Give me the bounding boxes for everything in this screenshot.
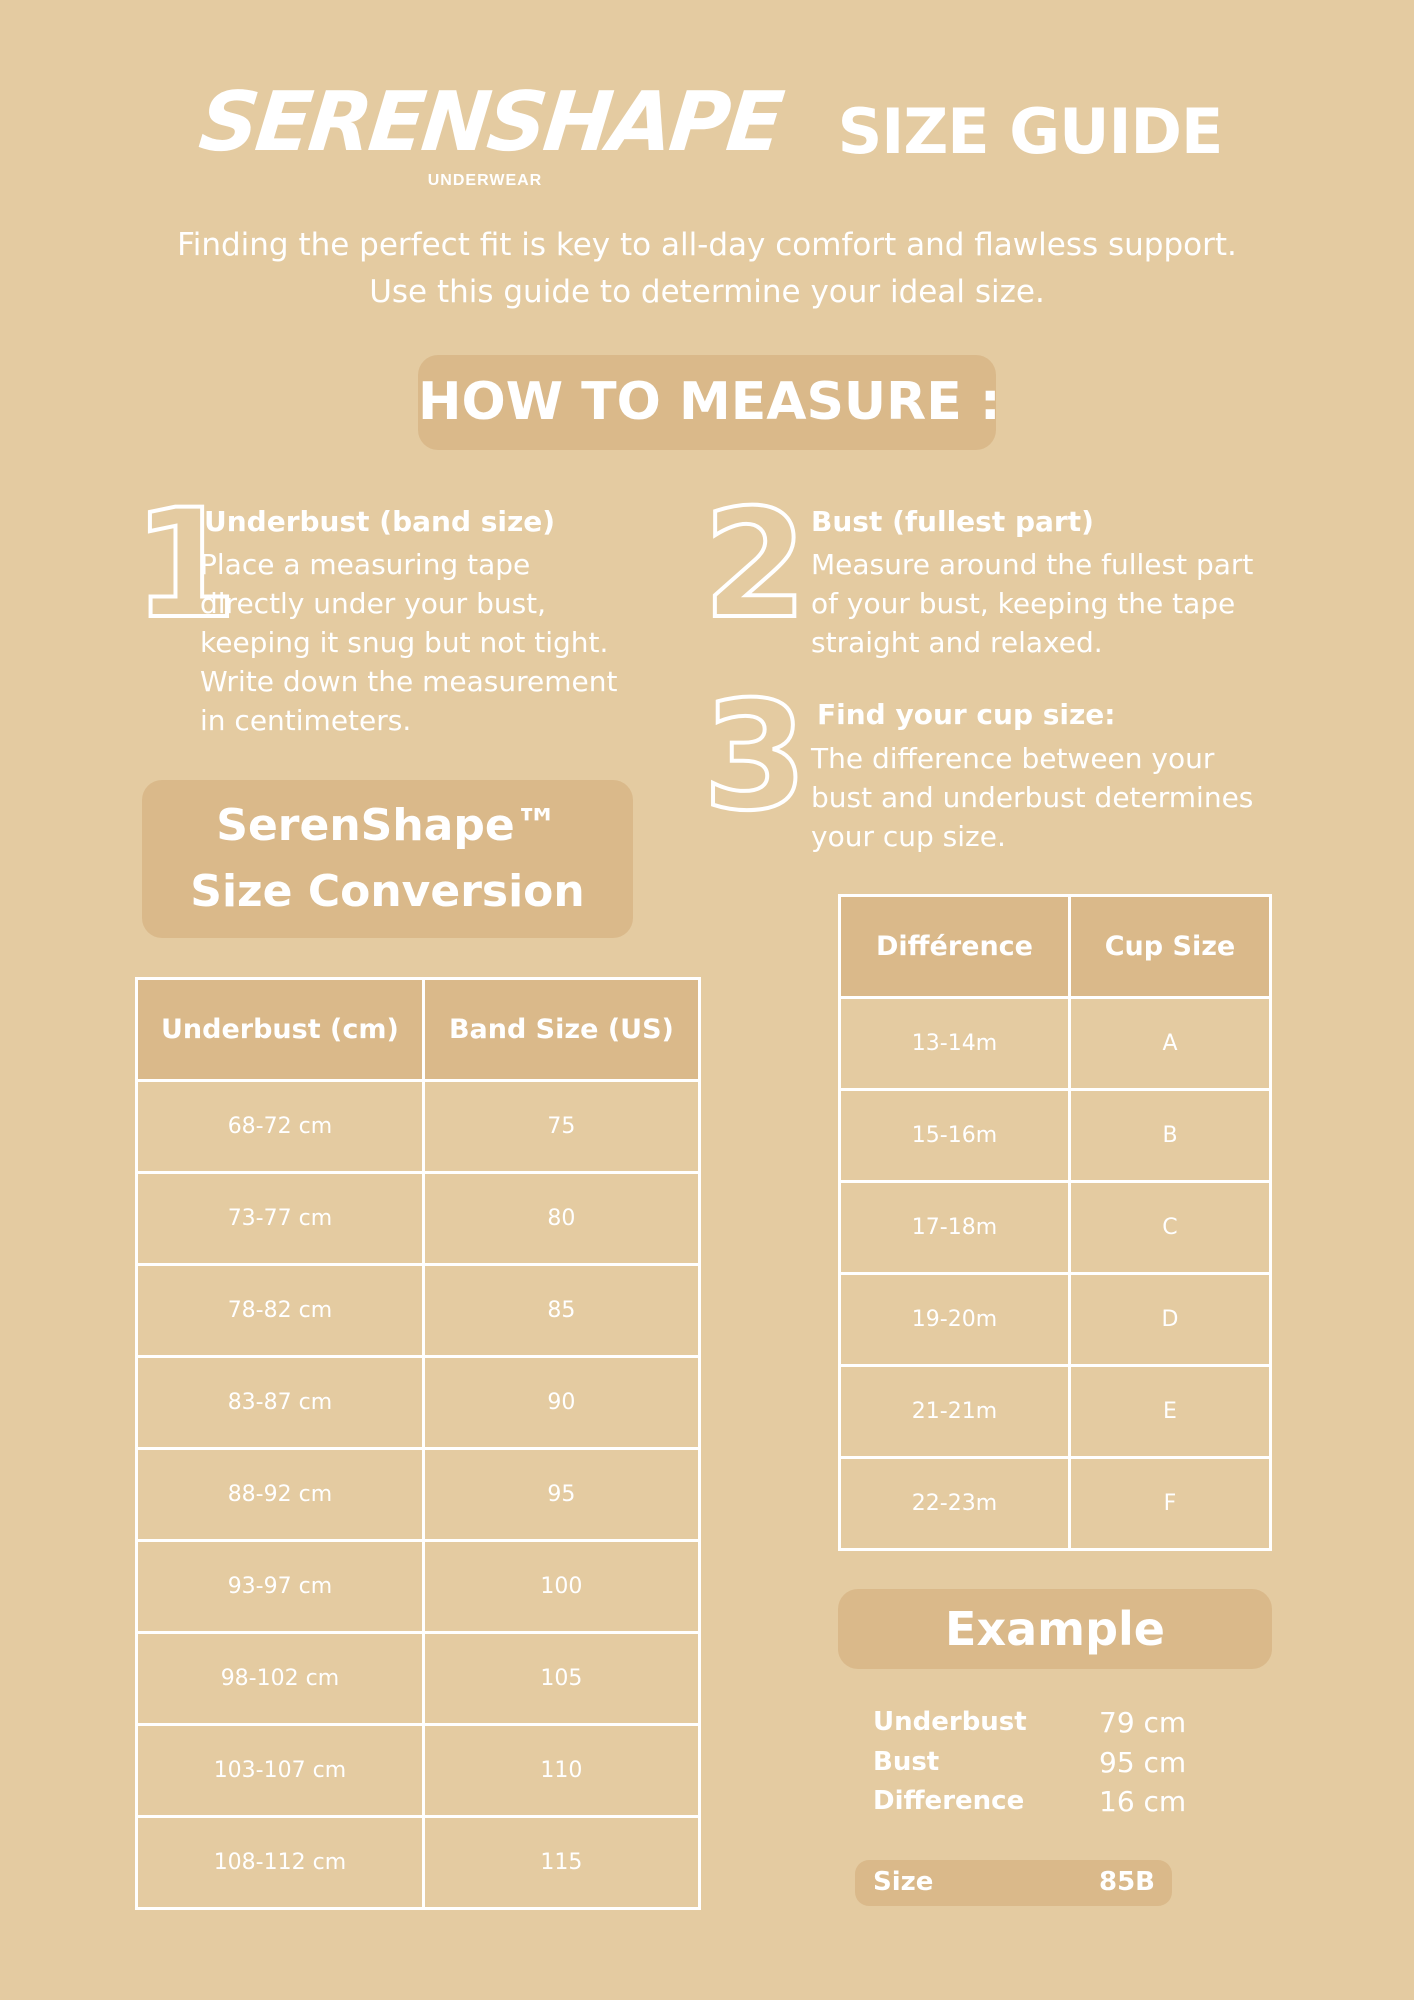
step-1-title: Underbust (band size) [204,505,556,538]
table-row [840,1090,1271,1182]
header-underbust: Underbust (cm) [137,979,424,1081]
step-2-title: Bust (fullest part) [811,505,1094,538]
difference-cell: 19-20m [840,1274,1070,1366]
cup-size-cell: C [1069,1182,1270,1274]
band-size-cell: 115 [423,1817,699,1909]
example-bust-label: Bust [873,1747,940,1777]
step-1-number: 1 [133,478,238,652]
step-2-line: of your bust, keeping the tape [811,587,1236,620]
intro-line-1: Finding the perfect fit is key to all-day comfort and flawless support. [177,227,1237,263]
header-band-size: Band Size (US) [423,979,699,1081]
example-size-value: 85B [1099,1867,1155,1897]
table-header-row [840,896,1271,998]
band-size-table [135,977,701,1910]
table-header-row [137,979,700,1081]
underbust-cell: 108-112 cm [137,1817,424,1909]
table-row [137,1449,700,1541]
example-bust-value: 95 cm [1099,1746,1187,1779]
difference-cell: 15-16m [840,1090,1070,1182]
table-row [137,1817,700,1909]
table-row [137,1633,700,1725]
step-1-body [200,545,640,740]
band-size-cell: 95 [423,1449,699,1541]
cup-size-cell: A [1069,998,1270,1090]
table-row [840,1458,1271,1550]
step-3-line: your cup size. [811,820,1006,853]
example-size-result [855,1860,1172,1906]
step-1-line: directly under your bust, [200,587,547,620]
table-row [840,1366,1271,1458]
size-conversion-title-line-2: Size Conversion [190,866,585,917]
band-size-cell: 105 [423,1633,699,1725]
step-1-line: keeping it snug but not tight. [200,626,609,659]
example-size-label: Size [873,1867,934,1897]
cup-size-cell: B [1069,1090,1270,1182]
how-to-measure-heading: HOW TO MEASURE : [418,355,996,450]
step-2-number: 2 [703,478,808,652]
example-underbust-value: 79 cm [1099,1706,1187,1739]
underbust-cell: 98-102 cm [137,1633,424,1725]
size-conversion-title-line-1: SerenShape™ [216,800,559,851]
difference-cell: 17-18m [840,1182,1070,1274]
example-difference-label: Difference [873,1786,1025,1816]
band-size-cell: 75 [423,1081,699,1173]
step-1-line: Place a measuring tape [200,548,531,581]
band-size-cell: 100 [423,1541,699,1633]
table-row [137,1173,700,1265]
brand-subtitle: UNDERWEAR [427,172,543,189]
step-1-line: Write down the measurement [200,665,618,698]
step-3-title: Find your cup size: [817,698,1116,731]
cup-size-table [838,894,1272,1551]
example-heading: Example [838,1589,1272,1669]
step-3-number: 3 [703,670,808,844]
underbust-cell: 73-77 cm [137,1173,424,1265]
header-cup-size: Cup Size [1069,896,1270,998]
step-2-body [811,545,1281,662]
example-underbust-label: Underbust [873,1707,1027,1737]
underbust-cell: 88-92 cm [137,1449,424,1541]
cup-size-cell: F [1069,1458,1270,1550]
table-row [840,1182,1271,1274]
intro-text [100,222,1314,316]
table-row [840,1274,1271,1366]
table-row [840,998,1271,1090]
step-1-line: in centimeters. [200,704,412,737]
underbust-cell: 93-97 cm [137,1541,424,1633]
intro-line-2: Use this guide to determine your ideal size. [369,274,1045,310]
table-row [137,1541,700,1633]
underbust-cell: 78-82 cm [137,1265,424,1357]
cup-size-cell: E [1069,1366,1270,1458]
brand-logo: SERENSHAPE [195,75,786,170]
band-size-cell: 90 [423,1357,699,1449]
step-3-line: The difference between your [811,742,1215,775]
step-3-body [811,739,1281,856]
step-3-line: bust and underbust determines [811,781,1254,814]
difference-cell: 21-21m [840,1366,1070,1458]
step-2-line: Measure around the fullest part [811,548,1254,581]
cup-size-cell: D [1069,1274,1270,1366]
table-row [137,1357,700,1449]
underbust-cell: 83-87 cm [137,1357,424,1449]
difference-cell: 13-14m [840,998,1070,1090]
table-row [137,1725,700,1817]
example-difference-value: 16 cm [1099,1785,1187,1818]
underbust-cell: 68-72 cm [137,1081,424,1173]
band-size-cell: 80 [423,1173,699,1265]
page-title: SIZE GUIDE [837,95,1223,168]
header-difference: Différence [840,896,1070,998]
table-row [137,1265,700,1357]
table-row [137,1081,700,1173]
size-conversion-heading [142,780,633,938]
step-2-line: straight and relaxed. [811,626,1103,659]
band-size-cell: 110 [423,1725,699,1817]
difference-cell: 22-23m [840,1458,1070,1550]
underbust-cell: 103-107 cm [137,1725,424,1817]
band-size-cell: 85 [423,1265,699,1357]
